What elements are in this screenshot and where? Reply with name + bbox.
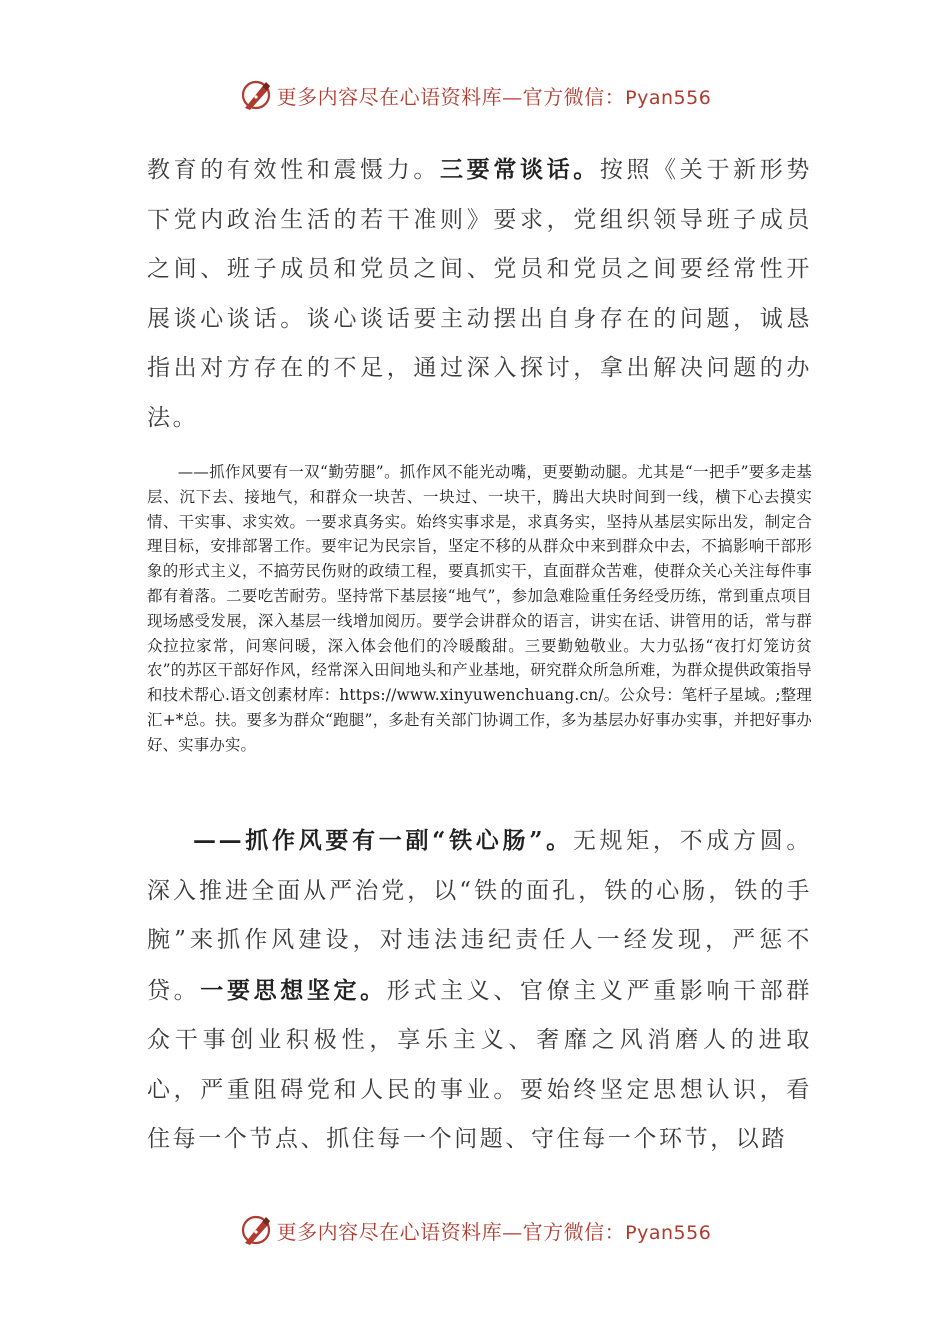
banner-wechat-id: Pyan556 <box>625 86 712 109</box>
pen-nib-logo-icon <box>239 78 273 112</box>
paragraph-1 <box>147 145 812 443</box>
paragraph-2-text: ——抓作风要有一双“勤劳腿”。抓作风不能光动嘴，更要勤动腿。尤其是“一把手”要多走基层、沉下去、接地气，和群众一块苦、一块过、一块干，腾出大块时间到一线，横下心去摸实情、干实事、求实效。一要求真务实。始终实事求是，求真务实，坚持从基层实际出发，制定合理目标，安排部署工作。要牢记为民宗旨，坚定不移的从群众中来到群众中去，不搞影响干部形象的形式主义，不搞劳民伤财的政绩工程，要真抓实干，直面群众苦难，使群众关心关注每件事都有着落。二要吃苦耐劳。坚持常下基层接“地气”，参加急难险重任务经受历练，常到重点项目现场感受发展，深入基层一线增加阅历。要学会讲群众的语言，讲实在话、讲管用的话，常与群众拉拉家常，问寒问暖，深入体会他们的冷暖酸甜。三要勤勉敬业。大力弘扬“夜打灯笼访贫农”的苏区干部好作风，经常深入田间地头和产业基地，研究群众所急所难，为群众提供政策指导和技术帮心.语文创素材库：https://www.xinyuwenchuang.cn/。公众号：笔杆子星域。;整理汇+*总。扶。要多为群众“跑腿”，多赴有关部门协调工作，多为基层办好事办实事，并把好事办好、实事办实。 <box>147 463 812 754</box>
paragraph-1-text <box>147 145 812 443</box>
banner-wechat-label: 官方微信： <box>522 84 626 109</box>
p3-text-2: 形式主义、官僚主义严重影响干部群众干事创业积极性，享乐主义、奢靡之风消磨人的进取心，严重阻碍党和人民的事业。要始终坚定思想认识，看住每一个节点、抓住每一个问题、守住每一个环节，以踏 <box>147 977 813 1152</box>
paragraph-3-text <box>147 816 812 1165</box>
paragraph-3 <box>147 816 812 1165</box>
banner-text <box>277 81 712 110</box>
p1-text-1: 教育的有效性和震慑力。 <box>147 157 441 183</box>
p3-text-1: 无规矩，不成方圆。深入推进全面从严治党，以“铁的面孔，铁的心肠，铁的手腕”来抓作风建设，对违法违纪责任人一经发现，严惩不贷。 <box>147 828 812 1004</box>
banner-separator: — <box>502 1219 523 1244</box>
banner-wechat-label: 官方微信： <box>522 1219 626 1244</box>
p1-text-2: 按照《关于新形势下党内政治生活的若干准则》要求，党组织领导班子成员之间、班子成员和党员之间、党员和党员之间要经常性开展谈心谈话。谈心谈话要主动摆出自身存在的问题，诚恳指出对方存在的不足，通过深入探讨，拿出解决问题的办法。 <box>147 157 812 431</box>
banner-main-text: 更多内容尽在心语资料库 <box>276 1219 503 1244</box>
p1-bold-heading: 三要常谈话。 <box>440 156 600 183</box>
footer-watermark-banner <box>0 1205 950 1255</box>
p3-bold-heading: ——抓作风要有一副“铁心肠”。 <box>193 827 573 854</box>
banner-text <box>277 1216 712 1245</box>
paragraph-2 <box>147 460 812 758</box>
banner-main-text: 更多内容尽在心语资料库 <box>276 84 503 109</box>
p3-bold-subheading: 一要思想坚定。 <box>200 976 387 1004</box>
banner-wechat-id: Pyan556 <box>625 1221 712 1244</box>
header-watermark-banner <box>0 70 950 120</box>
pen-nib-logo-icon <box>239 1213 273 1247</box>
banner-separator: — <box>502 84 523 109</box>
